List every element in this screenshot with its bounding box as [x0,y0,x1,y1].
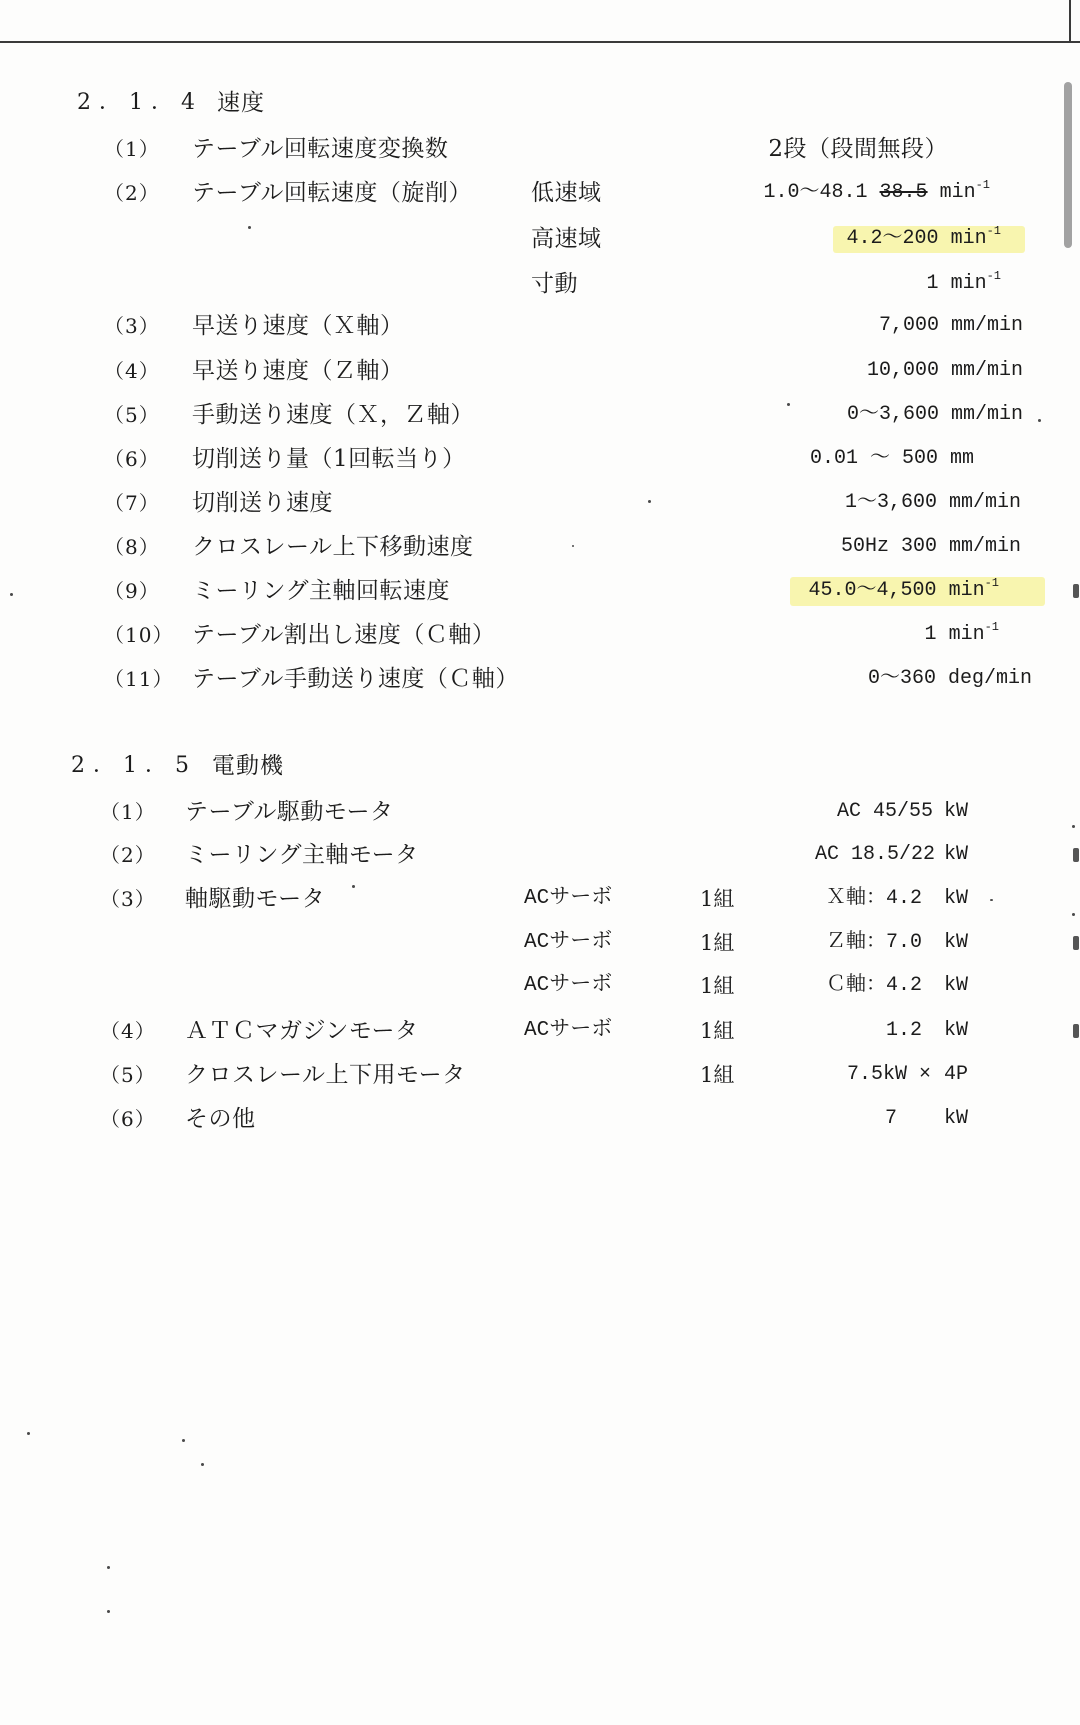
item-amount: 7 [884,1107,897,1130]
item-label: 早送り速度（Ｘ軸） [192,313,404,339]
value-unit: min [950,227,987,250]
value-range: 1 [926,272,939,295]
item-value [764,179,990,207]
item-value: 7,000 mm/min [878,314,1023,337]
value-unit: min [939,181,976,204]
item-label: 手動送り速度（Ｘ，Ｚ軸） [192,402,474,428]
item-unit: kW [944,800,969,823]
spec-row [0,401,1080,429]
scan-speck [248,226,251,229]
item-value [927,270,1001,298]
unit-exponent: -1 [984,576,999,590]
spec-row [0,225,1080,253]
item-value [809,577,999,605]
item-label: テーブル回転速度（旋削） [192,180,472,206]
item-amount: 7.5kW × [846,1063,931,1086]
spec-row [0,489,1080,517]
item-number: （8） [104,535,160,559]
item-label: テーブル手動送り速度（Ｃ軸） [192,666,519,692]
scan-speck [1072,913,1075,916]
item-value [847,225,1001,253]
spec-row [0,621,1080,649]
scan-speck [10,593,13,596]
item-value: 0.01 ～ 500 mm [809,447,974,470]
item-number: （4） [100,1019,156,1043]
item-amount: Ｃ軸：4.2 [825,974,922,997]
item-value: 50Hz 300 mm/min [840,535,1021,558]
scan-speck [352,885,355,888]
value-range: 1 [924,623,937,646]
item-value: 2段（段間無段） [768,136,948,162]
item-unit: kW [944,1019,969,1042]
item-label: クロスレール上下移動速度 [192,534,474,560]
motor-quantity: 1組 [700,974,735,998]
item-label: 早送り速度（Ｚ軸） [192,358,404,384]
section-number: 2．1．4 [77,90,203,115]
item-label: クロスレール上下用モータ [185,1062,466,1088]
item-number: （5） [100,1063,156,1087]
unit-exponent: -1 [986,224,1001,238]
scan-speck [182,1439,185,1442]
item-value [925,621,999,649]
scan-speck [990,899,993,901]
item-number: （1） [104,137,160,161]
spec-row [0,1105,1080,1133]
spec-row [0,135,1080,163]
item-number: （6） [104,447,160,471]
edge-mark [1073,848,1079,862]
item-unit: kW [944,843,969,866]
section-heading [0,89,1080,117]
item-label: テーブル割出し速度（Ｃ軸） [192,622,496,648]
item-label: 切削送り量（1回転当り） [192,446,466,472]
item-value: 1～3,600 mm/min [844,491,1021,514]
item-sub-label: 高速域 [531,226,602,252]
item-amount: AC 45/55 [836,800,933,823]
item-number: （3） [104,314,160,338]
spec-row [0,798,1080,826]
spec-row [0,533,1080,561]
edge-mark [1073,584,1079,598]
item-value: 0～360 deg/min [867,667,1032,690]
scan-speck [1072,825,1075,828]
motor-quantity: 1組 [700,1019,735,1043]
value-range: 45.0～4,500 [808,579,937,602]
section-heading [0,752,1080,780]
struck-value: 38.5 [879,181,928,204]
item-label: ミーリング主軸モータ [185,842,419,868]
scan-speck [648,500,651,503]
unit-exponent: -1 [986,269,1001,283]
spec-row [0,841,1080,869]
motor-type: ACサーボ [524,931,613,954]
item-number: （2） [100,843,156,867]
item-value: 10,000 mm/min [866,359,1023,382]
scan-speck [201,1463,204,1466]
scan-speck [787,403,790,406]
item-label: 軸駆動モータ [185,886,326,912]
item-sub-label: 寸動 [531,271,578,297]
item-number: （3） [100,887,156,911]
spec-row [0,929,1080,957]
spec-row [0,1061,1080,1089]
item-amount: AC 18.5/22 [814,843,935,866]
item-unit: kW [944,887,969,910]
value-unit: min [948,579,985,602]
item-unit: kW [944,974,969,997]
item-number: （10） [104,623,174,647]
item-number: （1） [100,800,156,824]
edge-mark [1073,936,1079,950]
item-amount: Ｚ軸：7.0 [825,931,922,954]
item-unit: kW [944,1107,969,1130]
item-number: （6） [100,1107,156,1131]
item-unit: 4P [944,1063,969,1086]
unit-exponent: -1 [975,178,990,192]
spec-row [0,665,1080,693]
scan-speck [107,1566,110,1569]
spec-row [0,179,1080,207]
spec-row [0,357,1080,385]
value-range: 4.2～200 [846,227,939,250]
item-label: その他 [185,1106,256,1132]
spec-row [0,972,1080,1000]
section-title: 電動機 [212,753,284,779]
spec-row [0,312,1080,340]
item-label: ミーリング主軸回転速度 [192,578,451,604]
item-label: 切削送り速度 [192,490,333,516]
item-value: 0～3,600 mm/min [846,403,1023,426]
spec-row [0,885,1080,913]
header-vertical-rule [1069,0,1071,42]
spec-row [0,270,1080,298]
item-label: テーブル駆動モータ [185,799,394,825]
item-number: （9） [104,579,160,603]
scan-speck [27,1432,30,1435]
item-label: ＡＴＣマガジンモータ [185,1018,419,1044]
motor-quantity: 1組 [700,887,735,911]
item-number: （4） [104,359,160,383]
scan-speck [107,1610,110,1613]
unit-exponent: -1 [984,620,999,634]
item-amount: 1.2 [885,1019,922,1042]
item-unit: kW [944,931,969,954]
edge-mark [1073,1024,1079,1038]
spec-row [0,577,1080,605]
item-number: （2） [104,181,160,205]
motor-quantity: 1組 [700,1063,735,1087]
item-amount: Ｘ軸：4.2 [825,887,922,910]
motor-type: ACサーボ [524,974,613,997]
section-title: 速度 [217,90,265,116]
scan-speck [572,545,574,547]
motor-type: ACサーボ [524,887,613,910]
motor-quantity: 1組 [700,931,735,955]
value-unit: min [950,272,987,295]
spec-row [0,1017,1080,1045]
item-number: （7） [104,491,160,515]
header-rule [0,41,1080,43]
item-number: （11） [104,667,174,691]
motor-type: ACサーボ [524,1019,613,1042]
section-number: 2．1．5 [71,753,197,778]
spec-row [0,445,1080,473]
value-unit: min [948,623,985,646]
item-sub-label: 低速域 [531,180,602,206]
scan-speck [1038,419,1041,422]
item-number: （5） [104,403,160,427]
value-range: 1.0～48.1 [763,181,868,204]
item-label: テーブル回転速度変換数 [192,136,449,162]
